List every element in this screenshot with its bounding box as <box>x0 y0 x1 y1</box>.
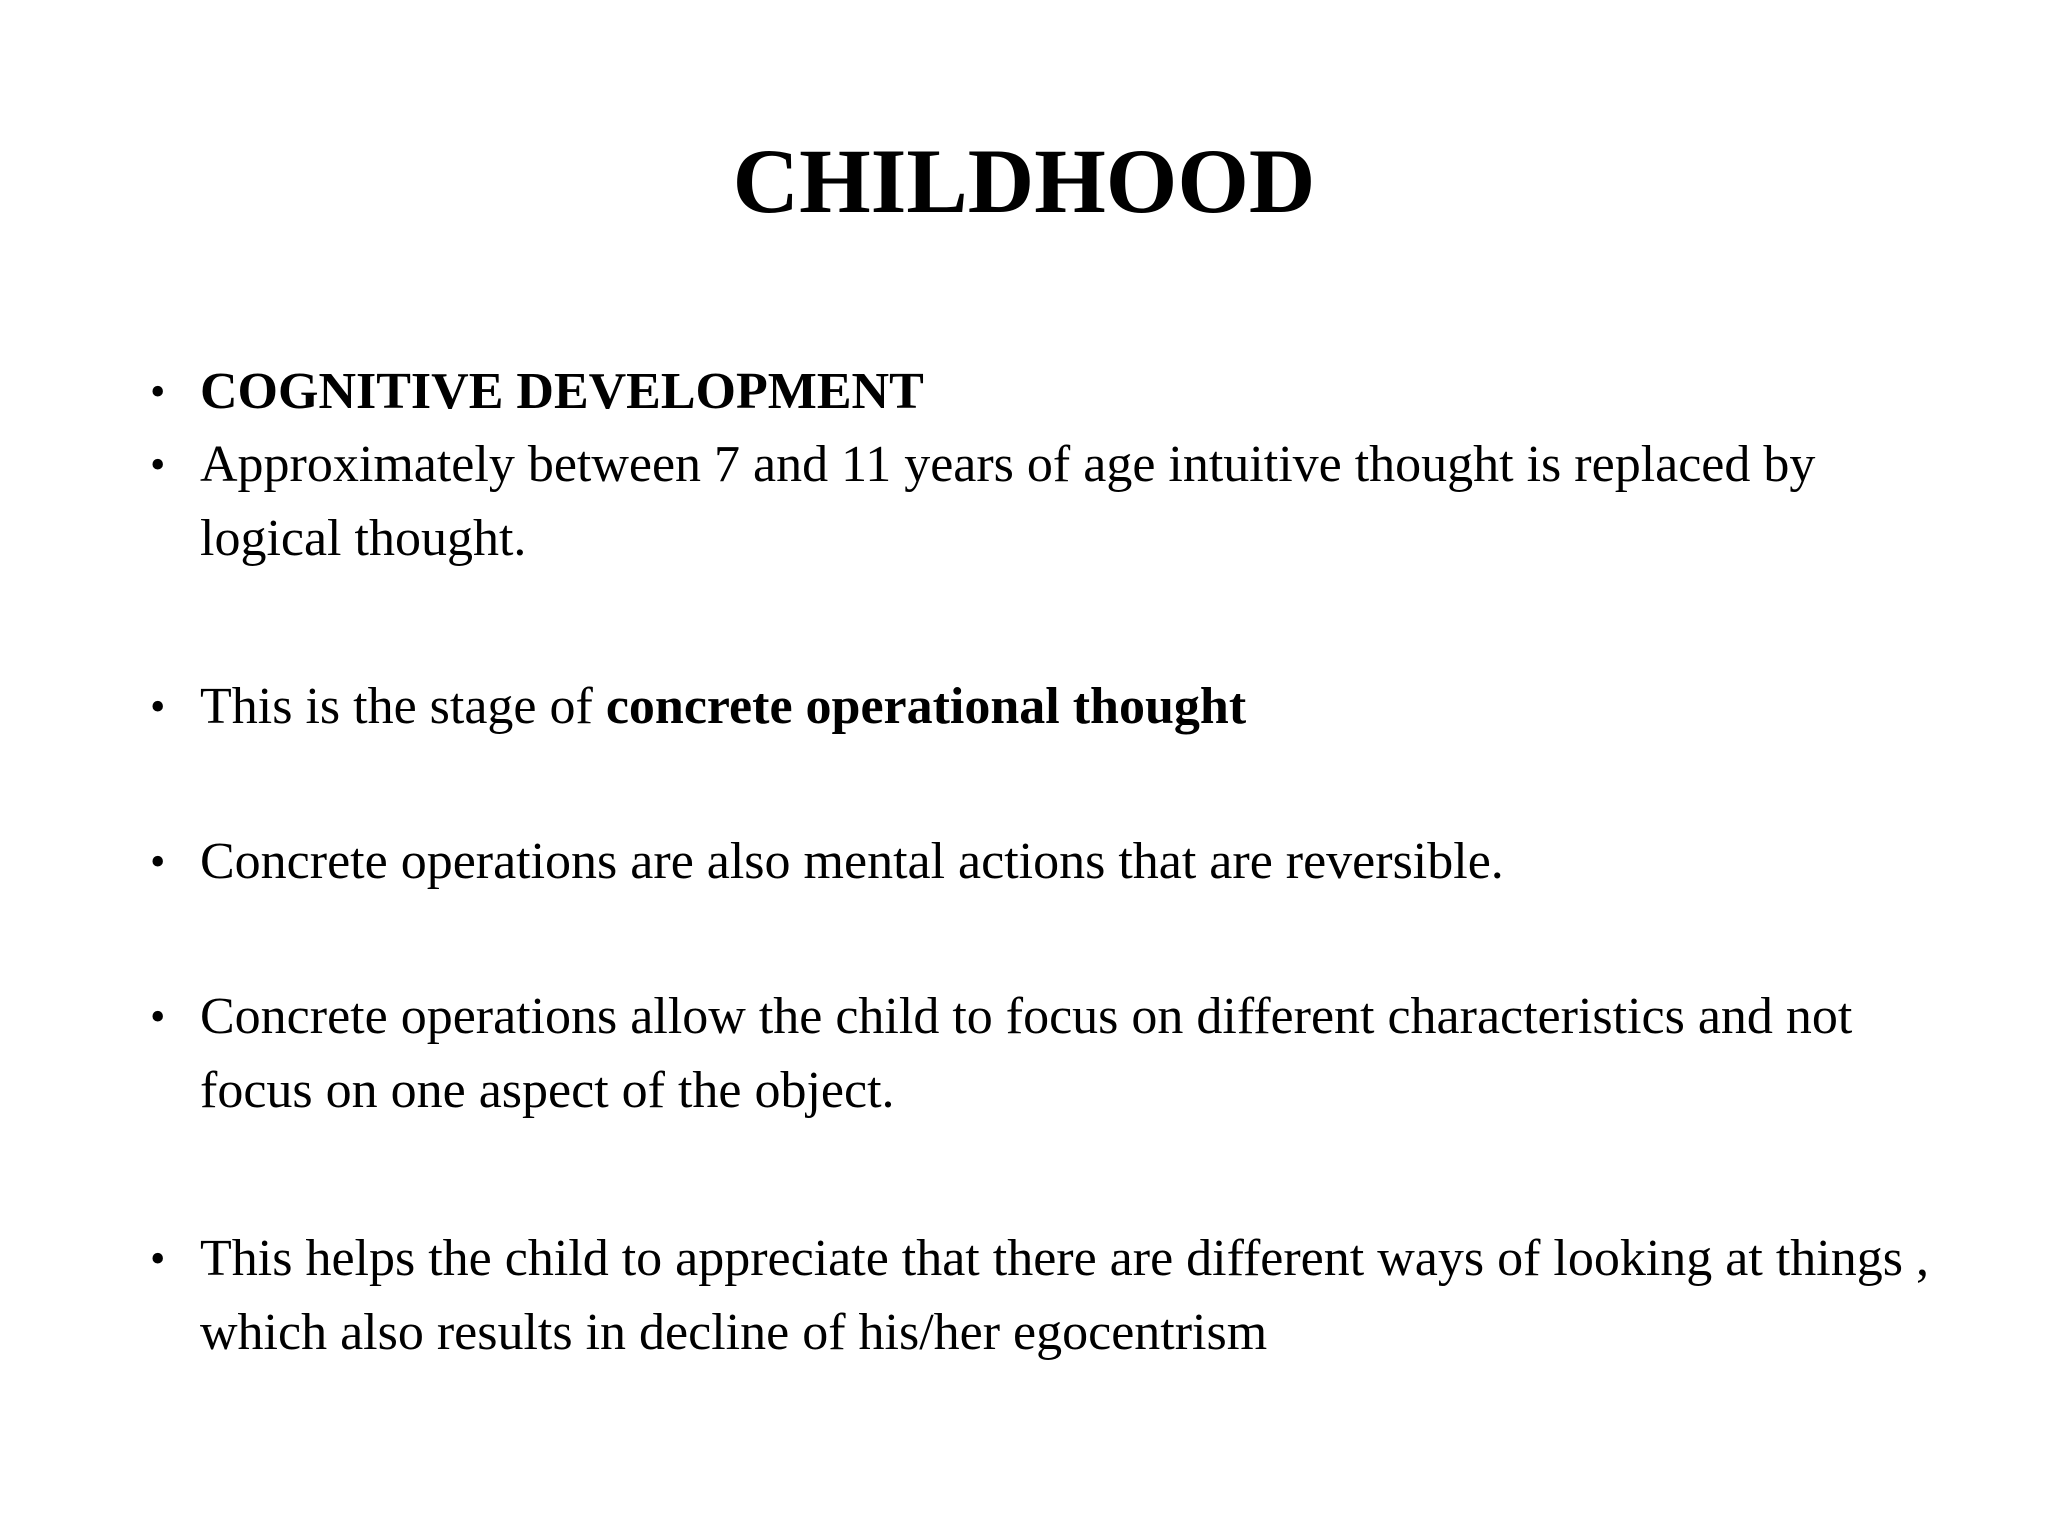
bullet-dot-icon: • <box>150 682 166 731</box>
bullet-dot-icon: • <box>150 1234 166 1283</box>
bullet-heading: COGNITIVE DEVELOPMENT <box>200 363 924 420</box>
bullet-text: Approximately between 7 and 11 years of age intuitive thought is replaced by logical thought. <box>200 436 1816 567</box>
bullet-text-wrapper <box>200 670 1940 744</box>
bullet-dot-icon: • <box>150 992 166 1041</box>
bullet-text: Concrete operations are also mental actions that are reversible. <box>200 833 1504 890</box>
bullet-text: This helps the child to appreciate that there are different ways of looking at things , which also results in decline of his/her egocentrism <box>200 1230 1929 1361</box>
bullet-bold-term: concrete operational thought <box>605 678 1247 735</box>
bullet-dot-icon: • <box>150 440 166 489</box>
bullet-dot-icon: • <box>150 837 166 886</box>
bullet-text: This is the stage of <box>200 678 606 735</box>
slide-title: CHILDHOOD <box>732 130 1316 232</box>
bullet-text: Concrete operations allow the child to focus on different characteristics and not focus on one aspect of the object. <box>200 988 1853 1119</box>
bullet-dot-icon: • <box>150 367 166 416</box>
